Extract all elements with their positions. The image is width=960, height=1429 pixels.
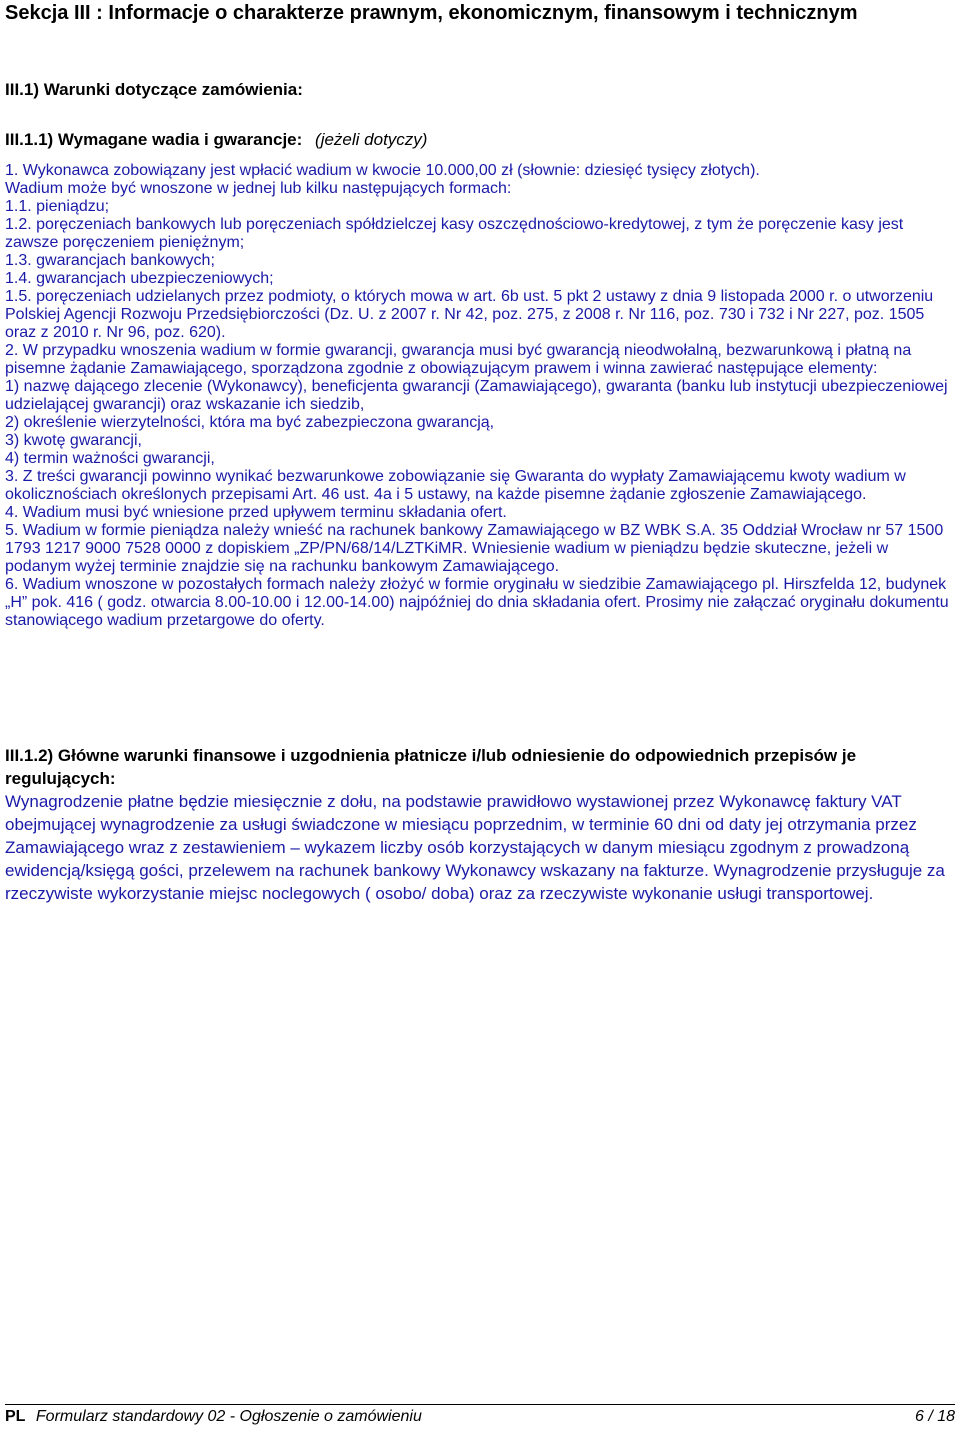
wadia-heading-row xyxy=(5,130,427,150)
wadia-paragraph: 4) termin ważności gwarancji, xyxy=(5,450,215,467)
wadia-paragraph: 1.5. poręczeniach udzielanych przez podmioty, o których mowa w art. 6b ust. 5 pkt 2 ustawy z dnia 9 listopada 2000 r. o utworzeniu Polskiej Agencji Rozwoju Przedsiębiorczości (Dz. U. z 2007 r. Nr 42, poz. 275, z 2008 r. Nr 116, poz. 730 i 732 i Nr 227, poz. 1505 oraz z 2010 r. Nr 96, poz. 620). xyxy=(5,288,934,341)
wadia-paragraph: 1.1. pieniądzu; xyxy=(5,198,110,215)
wadia-paragraph: 2. W przypadku wnoszenia wadium w formie gwarancji, gwarancja musi być gwarancją nieodwołalną, bezwarunkową i płatną na pisemne żądanie Zamawiającego, sporządzona zgodnie z obowiązującym prawem i winna zawierać następujące elementy: xyxy=(5,342,912,377)
wadia-paragraph: 3) kwotę gwarancji, xyxy=(5,432,142,449)
wadia-paragraph: 5. Wadium w formie pieniądza należy wnieść na rachunek bankowy Zamawiającego w BZ WBK S.A. 35 Oddział Wrocław nr 57 1500 1793 1217 9000 7528 0000 z dopiskiem „ZP/PN/68/14/LZTKiMR. Wniesienie wadium w pieniądzu będzie skuteczne, jeżeli w podanym wyżej terminie znajdzie się na rachunku bankowym Zamawiającego. xyxy=(5,522,944,575)
footer-form-name: Formularz standardowy 02 - Ogłoszenie o zamówieniu xyxy=(35,1408,422,1425)
wadia-paragraph: 1.4. gwarancjach ubezpieczeniowych; xyxy=(5,270,274,287)
finance-text-block xyxy=(5,790,955,905)
wadia-paragraph: 1. Wykonawca zobowiązany jest wpłacić wadium w kwocie 10.000,00 zł (słownie: dziesięć tysięcy złotych). xyxy=(5,162,760,179)
conditions-heading: III.1) Warunki dotyczące zamówienia: xyxy=(5,80,303,99)
wadia-paragraph: 3. Z treści gwarancji powinno wynikać bezwarunkowe zobowiązanie się Gwaranta do wypłaty Zamawiającemu kwoty wadium w okolicznościach określonych przepisami Art. 46 ust. 4a i 5 ustawy, na każde pisemne żądanie zgłoszenie Zamawiającego. xyxy=(5,468,906,503)
wadia-heading: III.1.1) Wymagane wadia i gwarancje: xyxy=(5,130,303,149)
wadia-paragraph: 6. Wadium wnoszone w pozostałych formach należy złożyć w formie oryginału w siedzibie Zamawiającego pl. Hirszfelda 12, budynek „H” pok. 416 ( godz. otwarcia 8.00-10.00 i 12.00-14.00) najpóźniej do dnia składania ofert. Prosimy nie załączać oryginału dokumentu stanowiącego wadium przetargowe do oferty. xyxy=(5,576,949,629)
footer-language: PL xyxy=(5,1408,26,1425)
page-footer xyxy=(5,1404,955,1429)
wadia-paragraph: Wadium może być wnoszone w jednej lub kilku następujących formach: xyxy=(5,180,512,197)
document-page xyxy=(5,0,955,903)
wadia-note: (jeżeli dotyczy) xyxy=(315,130,428,149)
finance-paragraph: Wynagrodzenie płatne będzie miesięcznie z dołu, na podstawie prawidłowo wystawionej przez Wykonawcę faktury VAT obejmującej wynagrodzenie za usługi świadczone w miesiącu poprzednim, w terminie 60 dni od daty jej otrzymania przez Zamawiającego wraz z zestawieniem – wykazem liczby osób korzystających w danym miesiącu zgodnym z prowadzoną ewidencją/księgą gości, przelewem na rachunek bankowy Wykonawcy wskazany na fakturze. Wynagrodzenie przysługuje za rzeczywiste wykorzystanie miejsc noclegowych ( osobo/ doba) oraz za rzeczywiste wykonanie usługi transportowej. xyxy=(5,792,945,903)
wadia-paragraph: 2) określenie wierzytelności, która ma być zabezpieczona gwarancją, xyxy=(5,414,495,431)
wadia-text-block xyxy=(5,162,955,630)
wadia-paragraph: 1) nazwę dającego zlecenie (Wykonawcy), beneficjenta gwarancji (Zamawiającego), gwaranta (banku lub instytucji ubezpieczeniowej udzielającej gwarancji) oraz wskazanie ich siedzib, xyxy=(5,378,948,413)
wadia-paragraph: 1.3. gwarancjach bankowych; xyxy=(5,252,215,269)
wadia-paragraph: 1.2. poręczeniach bankowych lub poręczeniach spółdzielczej kasy oszczędnościowo-kredytowej, z tym że poręczenie kasy jest zawsze poręczeniem pieniężnym; xyxy=(5,216,904,251)
section-title: Sekcja III : Informacje o charakterze prawnym, ekonomicznym, finansowym i technicznym xyxy=(5,2,858,24)
footer-page-number: 6 / 18 xyxy=(914,1408,955,1425)
finance-heading: III.1.2) Główne warunki finansowe i uzgodnienia płatnicze i/lub odniesienie do odpowiednich przepisów je regulujących: xyxy=(5,746,857,788)
wadia-paragraph: 4. Wadium musi być wniesione przed upływem terminu składania ofert. xyxy=(5,504,507,521)
